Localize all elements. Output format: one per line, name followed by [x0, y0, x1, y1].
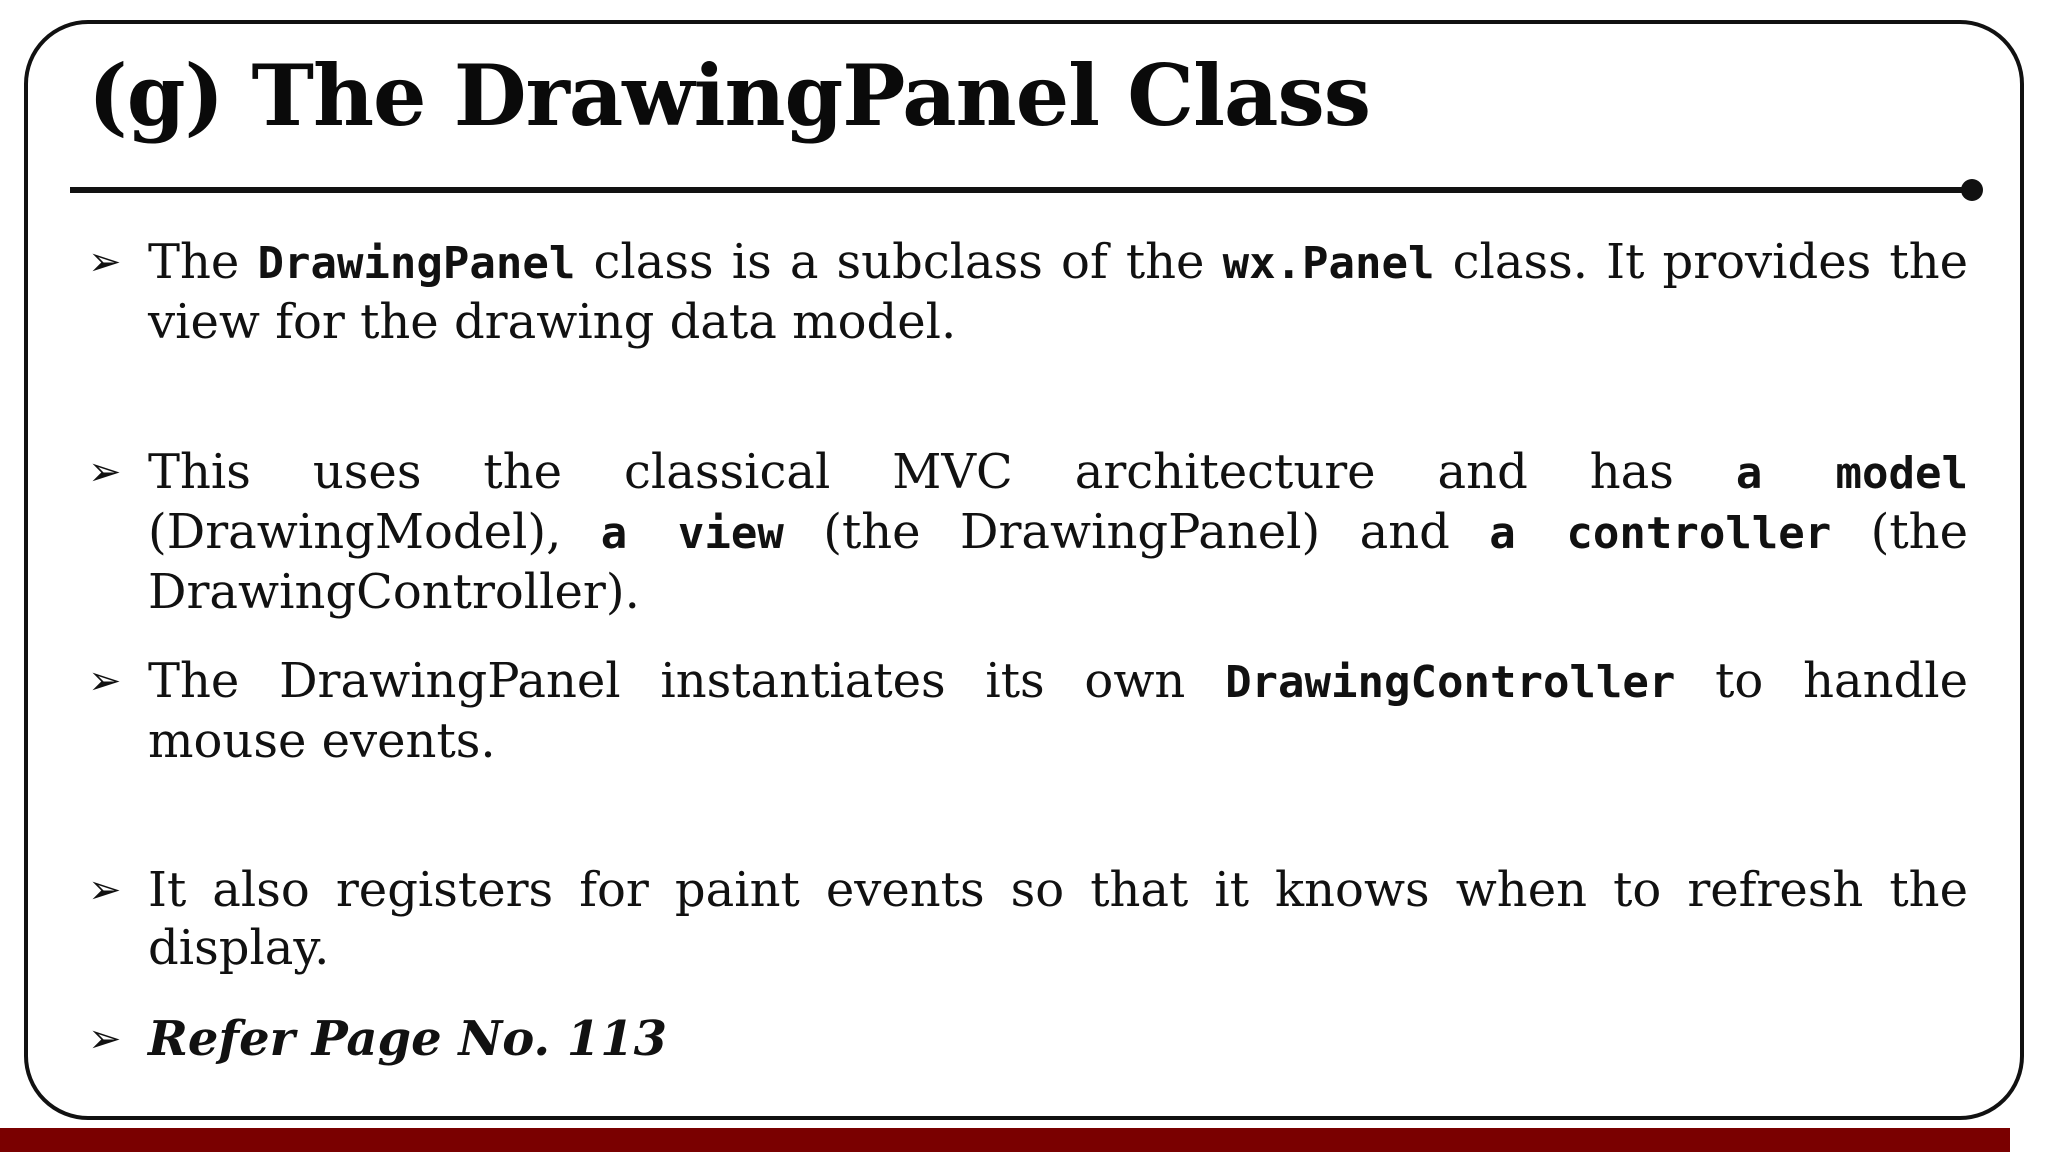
code-term: wx.Panel — [1222, 238, 1435, 289]
code-term: DrawingPanel — [257, 238, 576, 289]
slide-title: (g) The DrawingPanel Class — [88, 46, 1371, 145]
text-segment: The — [148, 234, 258, 290]
text-segment: The DrawingPanel instantiates its own — [148, 653, 1226, 709]
bullet-item-2 — [88, 443, 1968, 621]
title-divider — [70, 187, 1975, 193]
bullet-arrow-icon: ➢ — [88, 239, 122, 285]
page-reference: Refer Page No. 113 — [148, 1011, 667, 1067]
bullet-item-4 — [88, 861, 1968, 977]
bullet-item-5 — [88, 1010, 1968, 1068]
text-segment: This uses the classical MVC architecture and has — [148, 444, 1736, 500]
bullet-text — [148, 652, 1968, 770]
text-segment: (the DrawingController). — [148, 504, 1969, 620]
text-segment: class. It provides the view for the drawing data model. — [148, 234, 1969, 350]
text-segment: (the DrawingPanel) and — [783, 504, 1490, 560]
code-term: a view — [600, 508, 784, 559]
text-segment: to handle mouse events. — [148, 653, 1968, 769]
code-term: a controller — [1489, 508, 1832, 559]
bullet-text — [148, 1010, 1968, 1068]
bullet-text — [148, 861, 1968, 977]
code-term: DrawingController — [1225, 657, 1676, 708]
footer-bar — [0, 1128, 2010, 1152]
code-term: a model — [1735, 448, 1969, 499]
bullet-text — [148, 443, 1968, 621]
text-segment: class is a subclass of the — [575, 234, 1223, 290]
bullet-arrow-icon: ➢ — [88, 449, 122, 495]
bullet-arrow-icon: ➢ — [88, 867, 122, 913]
bullet-arrow-icon: ➢ — [88, 1016, 122, 1062]
bullet-item-3 — [88, 652, 1968, 770]
text-segment: (DrawingModel), — [148, 504, 601, 560]
divider-end-dot-icon — [1961, 179, 1983, 201]
bullet-text — [148, 233, 1968, 351]
text-segment: It also registers for paint events so that it knows when to refresh the display. — [148, 862, 1968, 976]
bullet-item-1 — [88, 233, 1968, 351]
bullet-arrow-icon: ➢ — [88, 658, 122, 704]
